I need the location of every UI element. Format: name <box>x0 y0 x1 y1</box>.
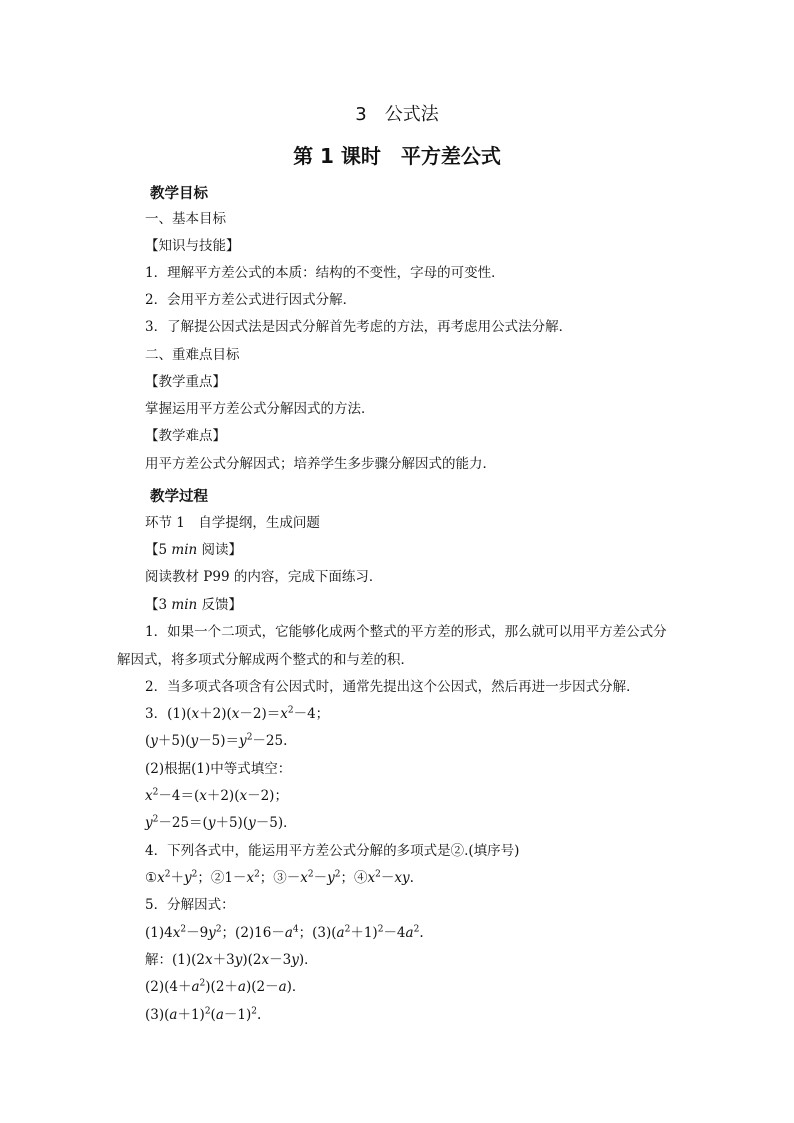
question-4: 4．下列各式中，能运用平方差公式分解的多项式是②.(填序号) <box>145 843 520 859</box>
lesson-title: 第 1 课时 平方差公式 <box>293 144 501 168</box>
question-1-line-2: 解因式，将多项式分解成两个整式的和与差的积． <box>117 652 414 668</box>
knowledge-label: 【知识与技能】 <box>145 238 240 254</box>
focus-text: 掌握运用平方差公式分解因式的方法． <box>145 401 375 417</box>
reading-text: 阅读教材 P99 的内容，完成下面练习． <box>145 569 383 585</box>
objective-item-3: 3．了解提公因式法是因式分解首先考虑的方法，再考虑用公式法分解． <box>145 319 573 335</box>
answer-2: $(2)(4+a^2)(2+a)(2-a)$． <box>145 978 306 995</box>
reading-label: 【5 min 阅读】 <box>145 542 243 558</box>
question-1-line-1: 1．如果一个二项式，它能够化成两个整式的平方差的形式，那么就可以用平方差公式分 <box>145 624 667 640</box>
question-3-line-2: $(y+5)(y-5)=y^2-25$. <box>145 732 288 749</box>
question-3-line-5: $y^2-25=(y+5)(y-5)$． <box>145 814 297 831</box>
difficulty-text: 用平方差公式分解因式；培养学生多步骤分解因式的能力． <box>145 456 496 472</box>
objective-item-2: 2．会用平方差公式进行因式分解． <box>145 292 357 308</box>
key-objective: 二、重难点目标 <box>145 347 240 363</box>
objective-item-1: 1．理解平方差公式的本质：结构的不变性，字母的可变性． <box>145 265 505 281</box>
chapter-title: 3 公式法 <box>355 104 439 125</box>
question-3-line-1: 3．$(1)(x+2)(x-2)=x^2-4$； <box>145 705 330 722</box>
question-3-line-4: $x^2-4=(x+2)(x-2)$； <box>145 787 288 804</box>
question-3-line-3: (2)根据(1)中等式填空： <box>145 761 292 777</box>
feedback-label: 【3 min 反馈】 <box>145 597 243 613</box>
process-heading: 教学过程 <box>150 489 208 505</box>
answer-1: 解：(1)(2x＋3y)(2x－3y)． <box>145 952 318 968</box>
step-1: 环节 1 自学提纲，生成问题 <box>145 515 320 531</box>
answer-3: $(3)(a+1)^2(a-1)^2$. <box>145 1006 262 1023</box>
question-5: 5．分解因式： <box>145 897 235 913</box>
objectives-heading: 教学目标 <box>150 186 208 202</box>
question-4-options: $①x^2+y^2$；$②1-x^2$；$③-x^2-y^2$；$④x^2-xy$. <box>145 869 414 886</box>
question-2: 2．当多项式各项含有公因式时，通常先提出这个公因式，然后再进一步因式分解． <box>145 679 640 695</box>
difficulty-label: 【教学难点】 <box>145 428 226 444</box>
focus-label: 【教学重点】 <box>145 374 226 390</box>
question-5-problems: $(1)4x^2-9y^2$；$(2)16-a^4$；$(3)(a^2+1)^2-4a^2$. <box>145 924 424 941</box>
basic-objective: 一、基本目标 <box>145 211 226 227</box>
